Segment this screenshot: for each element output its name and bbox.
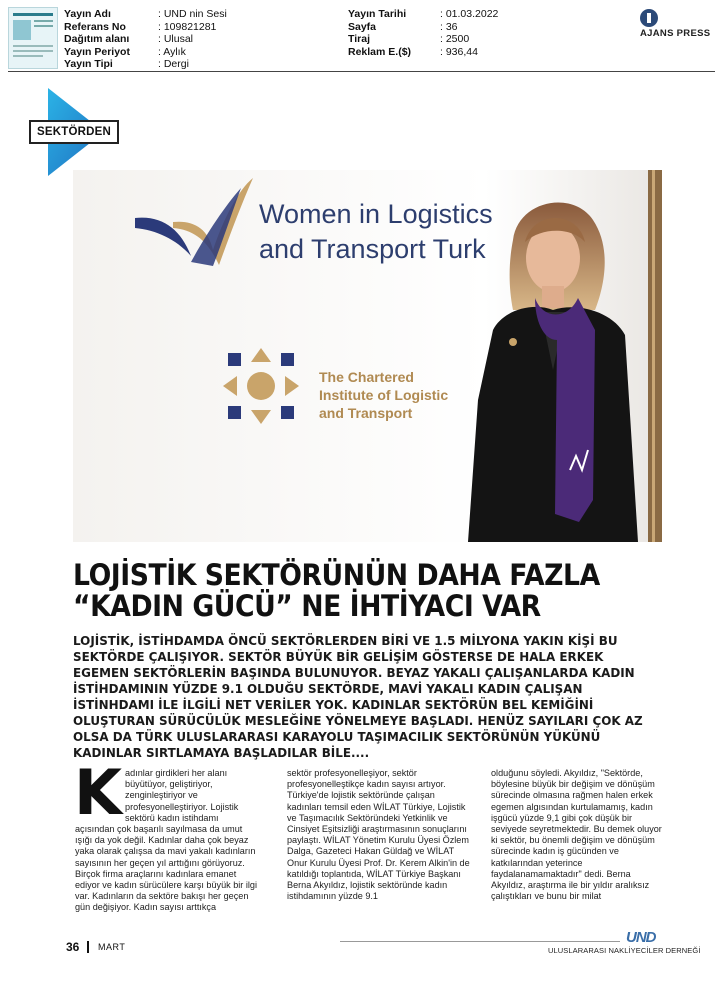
column-text: adınlar girdikleri her alanı büyütüyor, geliştiriyor, zenginleştiriyor ve profesyonelleştiriyor. Lojistik sektörü kadın istihdamı açısından çok başarılı sayılmasa da umut ışığı da yok değil. Kadınlar daha çok beyaz yaka olarak çalışsa da mavi yakalı kadınların sayısının her geçen yıl arttığını görüyoruz. Birçok firma araçlarını kadınlara emanet ediyor ve kadın sürücülere karşı büyük bir ilgi var. Kadınların da sektöre bakışı her geçen gün değişiyor. Kadın sayısı arttıkça: [75, 768, 257, 913]
footer-organization: ULUSLARARASI NAKLİYECİLER DERNEĞİ: [548, 946, 701, 955]
cilt-text-line1: The Chartered: [319, 369, 414, 385]
press-clipping-header: [0, 0, 723, 72]
headline-line: “KADIN GÜCÜ” NE İHTİYACI VAR: [73, 589, 541, 623]
column-text: sektör profesyonelleşiyor, sektör profesyonelleştikçe kadın sayısı artıyor. Türkiye'de lojistik sektöründe çalışan kadınları temsil eden WİLAT Türkiye, Lojistik ve Taşımacılık Sektöründeki Yetkinlik ve Cinsiyet Eşitsizliği araştırmasının sonuçlarını paylaştı. WİLAT Yönetim Kurulu Üyesi Özlem Dalga, Gazeteci Hakan Güldağ ve WİLAT Onur Kurulu Üyesi Prof. Dr. Kerem Alkin'in de katıldığı toplantıda, WİLAT Türkiye Başkanı Berna Akyıldız, lojistik sektöründe kadın istihdamının yüzde 9.1: [287, 768, 470, 902]
page-thumbnail: [8, 7, 58, 69]
ajans-press-logo-icon: [640, 9, 658, 27]
meta-row: Yayın Tipi : Dergi: [64, 58, 189, 71]
footer-month: MART: [98, 942, 126, 952]
footer-rule: [340, 941, 620, 942]
column-text: olduğunu söyledi. Akyıldız, "Sektörde, böylesine büyük bir değişim ve dönüşüm sürecinde olmasına rağmen halen erkek egemen algısından kurtulamamış, kadın işgücü yüzde 9,1 gibi çok düşük bir seviyede seyretmektedir. Bu demek oluyor ki sektör, bu önemli değişim ve dönüşüm sürecinde kadın iş gücünden ve katkılarından yeterince faydalanamamaktadır" dedi. Berna Akyıldız, araştırma ile bir yıldır aralıksız çalıştıkları ve bunu bir milat: [491, 768, 662, 902]
cilt-logo-icon: [223, 348, 299, 424]
meta-row: Tiraj : 2500: [348, 33, 470, 46]
meta-row: Yayın Periyot : Aylık: [64, 45, 186, 58]
article-column-3: [491, 768, 667, 902]
headline-line: LOJİSTİK SEKTÖRÜNÜN DAHA FAZLA: [73, 558, 600, 592]
article-lead: LOJİSTİK, İSTİHDAMDA ÖNCÜ SEKTÖRLERDEN BİRİ VE 1.5 MİLYONA YAKIN KİŞİ BU SEKTÖRDE ÇALIŞIYOR. SEKTÖR BÜYÜK BİR GELİŞİM GÖSTERSE DE HALA ERKEK EGEMEN SEKTÖRLERİN BAŞINDA BULUNUYOR. BEYAZ YAKALI ÇALIŞANLARDA KADIN İSTİHDAMININ YÜZDE 9.1 OLDUĞU SEKTÖRDE, MAVİ YAKALI KADIN ÇALIŞAN İSTİNHDAMI İLE İLGİLİ NET VERİLER YOK. KADINLAR SEKTÖRÜN BEL KEMİĞİNİ OLUŞTURAN SÜRÜCÜLÜK MESLEĞİNE YÖNELMEYE BAŞLADI. HENÜZ SAYILARI ÇOK AZ OLSA DA TÜRK ULUSLARARASI KARAYOLU TAŞIMACILIK SEKTÖRÜNÜN YÜKÜNÜ KADINLAR SIRTLAMAYA BAŞLADILAR BİLE....: [73, 634, 643, 760]
publication-meta-left: [64, 8, 227, 71]
footer-separator: [87, 941, 89, 953]
meta-row: Referans No : 109821281: [64, 20, 217, 33]
meta-row: Sayfa : 36: [348, 20, 458, 33]
ajans-press-logo: AJANS PRESS: [638, 8, 716, 42]
article-column-1: [74, 756, 260, 914]
cilt-text-line3: and Transport: [319, 405, 413, 421]
und-logo: UND: [626, 929, 656, 946]
article-headline: [73, 560, 625, 622]
drop-cap: K: [74, 756, 123, 829]
cilt-text-line2: Institute of Logistic: [319, 387, 449, 403]
section-badge: SEKTÖRDEN: [29, 120, 119, 144]
meta-row: Yayın Tarihi : 01.03.2022: [348, 8, 499, 20]
meta-row: Dağıtım alanı : Ulusal: [64, 33, 194, 46]
article-photo: [73, 170, 662, 542]
publication-meta-right: [348, 8, 498, 58]
banner-text-line1: Women in Logistics: [259, 199, 493, 229]
article-column-2: [287, 768, 472, 902]
meta-row: Reklam E.($) : 936,44: [348, 45, 478, 58]
header-divider: [8, 71, 715, 72]
meta-row: Yayın Adı : UND nin Sesi: [64, 8, 227, 20]
page-number: 36: [66, 940, 80, 954]
banner-text-line2: and Transport Turk: [259, 234, 486, 264]
